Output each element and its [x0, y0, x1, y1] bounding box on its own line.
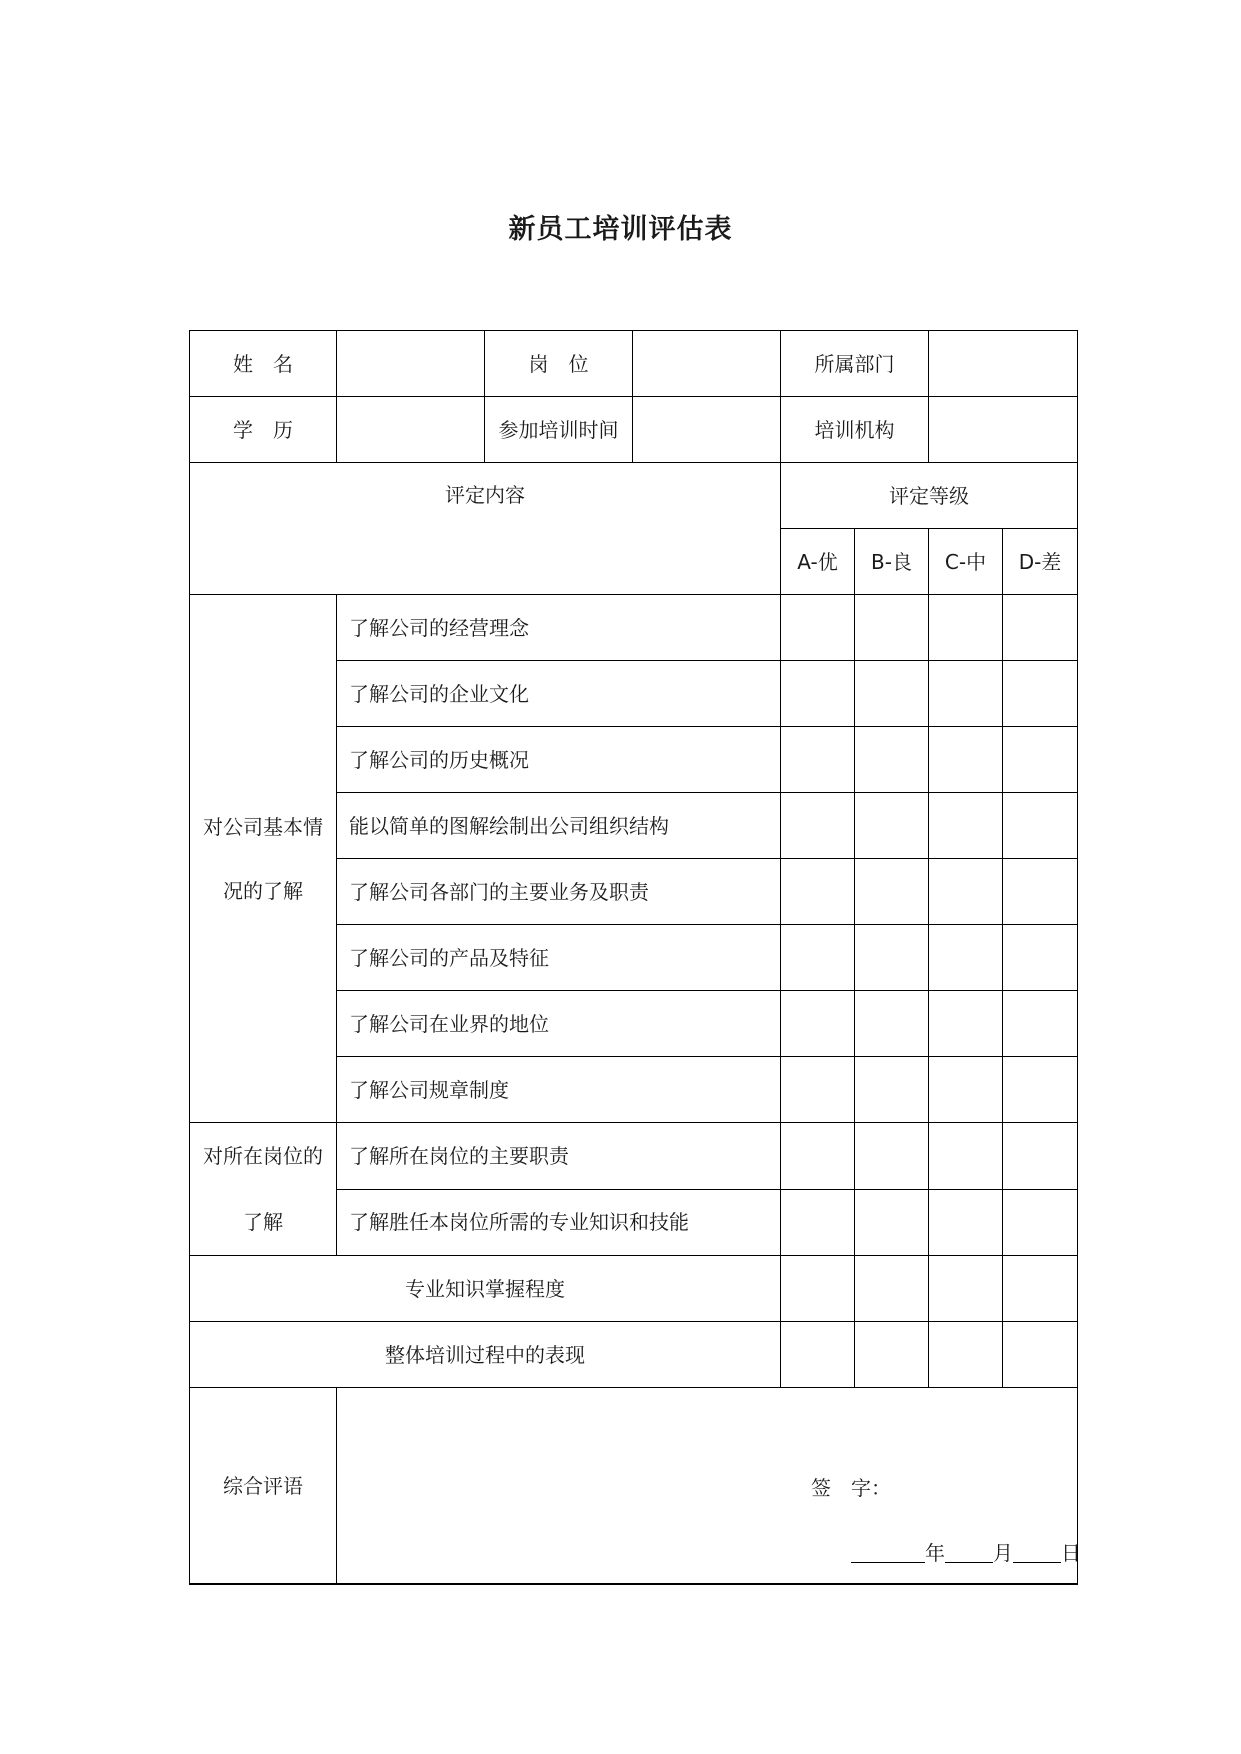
grade-c-cell[interactable]	[929, 925, 1003, 991]
page-title: 新员工培训评估表	[508, 214, 733, 245]
grade-c-cell[interactable]	[929, 661, 1003, 727]
department-field[interactable]	[929, 331, 1078, 397]
grade-d-cell[interactable]	[1003, 925, 1078, 991]
name-field[interactable]	[337, 331, 485, 397]
content-header	[190, 463, 781, 595]
grade-d-cell[interactable]	[1003, 661, 1078, 727]
position-label: 岗 位	[485, 331, 633, 397]
month-blank[interactable]	[945, 1544, 993, 1563]
month-label: 月	[993, 1541, 1013, 1565]
grade-a-cell[interactable]	[781, 1256, 855, 1322]
grade-c-cell[interactable]	[929, 793, 1003, 859]
day-blank[interactable]	[1013, 1544, 1061, 1563]
grade-c-cell[interactable]	[929, 1322, 1003, 1388]
eval-item: 了解公司的历史概况	[337, 727, 781, 793]
education-field[interactable]	[337, 397, 485, 463]
institution-field[interactable]	[929, 397, 1078, 463]
grade-b-cell[interactable]	[855, 1123, 929, 1190]
grade-a-cell[interactable]	[781, 661, 855, 727]
grade-b-cell[interactable]	[855, 661, 929, 727]
grade-c-cell[interactable]	[929, 1256, 1003, 1322]
grade-b-cell[interactable]	[855, 595, 929, 661]
eval-item-knowledge: 专业知识掌握程度	[190, 1256, 781, 1322]
grade-c-cell[interactable]	[929, 595, 1003, 661]
eval-item: 了解公司的产品及特征	[337, 925, 781, 991]
eval-item: 了解公司的经营理念	[337, 595, 781, 661]
eval-item: 能以简单的图解绘制出公司组织结构	[337, 793, 781, 859]
comment-row	[190, 1388, 1078, 1585]
grade-b-cell[interactable]	[855, 727, 929, 793]
day-label: 日	[1061, 1541, 1081, 1565]
education-label: 学 历	[190, 397, 337, 463]
grade-a-cell[interactable]	[781, 1322, 855, 1388]
grade-b-cell[interactable]	[855, 925, 929, 991]
training-time-field[interactable]	[633, 397, 781, 463]
grade-a-cell[interactable]	[781, 925, 855, 991]
grade-d-cell[interactable]	[1003, 1189, 1078, 1256]
info-row-2	[190, 397, 1078, 463]
grade-b-header: B-良	[855, 529, 929, 595]
grade-c-cell[interactable]	[929, 1123, 1003, 1190]
grade-c-cell[interactable]	[929, 991, 1003, 1057]
grade-d-cell[interactable]	[1003, 991, 1078, 1057]
grade-d-cell[interactable]	[1003, 793, 1078, 859]
grade-b-cell[interactable]	[855, 1189, 929, 1256]
table-row	[190, 1256, 1078, 1322]
grade-a-cell[interactable]	[781, 1123, 855, 1190]
comment-label: 综合评语	[190, 1388, 337, 1585]
group-company-text: 对公司基本情况的了解	[203, 814, 323, 903]
position-field[interactable]	[633, 331, 781, 397]
grade-c-cell[interactable]	[929, 727, 1003, 793]
grade-c-cell[interactable]	[929, 859, 1003, 925]
evaluation-header-row	[190, 463, 1078, 529]
grade-b-cell[interactable]	[855, 1256, 929, 1322]
signature-label: 签 字：	[811, 1476, 891, 1500]
group-position-text: 对所在岗位的了解	[203, 1144, 323, 1234]
grade-d-cell[interactable]	[1003, 1123, 1078, 1190]
grade-a-cell[interactable]	[781, 1057, 855, 1123]
content-header-label: 评定内容	[445, 483, 525, 507]
grade-d-cell[interactable]	[1003, 859, 1078, 925]
eval-item: 了解公司的企业文化	[337, 661, 781, 727]
grade-d-cell[interactable]	[1003, 595, 1078, 661]
grade-d-cell[interactable]	[1003, 1057, 1078, 1123]
grade-a-cell[interactable]	[781, 859, 855, 925]
grade-b-cell[interactable]	[855, 793, 929, 859]
year-label: 年	[925, 1541, 945, 1565]
grade-b-cell[interactable]	[855, 1057, 929, 1123]
grade-a-cell[interactable]	[781, 991, 855, 1057]
group-position-label	[190, 1123, 337, 1256]
table-row	[190, 595, 1078, 661]
eval-item: 了解公司各部门的主要业务及职责	[337, 859, 781, 925]
grade-d-header: D-差	[1003, 529, 1078, 595]
grade-b-cell[interactable]	[855, 859, 929, 925]
eval-item-performance: 整体培训过程中的表现	[190, 1322, 781, 1388]
institution-label: 培训机构	[781, 397, 929, 463]
grade-c-cell[interactable]	[929, 1057, 1003, 1123]
grade-d-cell[interactable]	[1003, 727, 1078, 793]
grade-a-cell[interactable]	[781, 727, 855, 793]
eval-item: 了解公司在业界的地位	[337, 991, 781, 1057]
eval-item: 了解公司规章制度	[337, 1057, 781, 1123]
info-row-1	[190, 331, 1078, 397]
grade-d-cell[interactable]	[1003, 1322, 1078, 1388]
grade-a-header: A-优	[781, 529, 855, 595]
grade-a-cell[interactable]	[781, 793, 855, 859]
grade-b-cell[interactable]	[855, 1322, 929, 1388]
eval-item: 了解所在岗位的主要职责	[337, 1123, 781, 1190]
table-row	[190, 1123, 1078, 1190]
grade-a-cell[interactable]	[781, 595, 855, 661]
comment-field[interactable]	[337, 1388, 1081, 1585]
grade-a-cell[interactable]	[781, 1189, 855, 1256]
eval-item: 了解胜任本岗位所需的专业知识和技能	[337, 1189, 781, 1256]
name-label: 姓 名	[190, 331, 337, 397]
training-time-label: 参加培训时间	[485, 397, 633, 463]
group-company-label	[190, 595, 337, 1123]
grade-header: 评定等级	[781, 463, 1078, 529]
grade-b-cell[interactable]	[855, 991, 929, 1057]
grade-d-cell[interactable]	[1003, 1256, 1078, 1322]
table-row	[190, 1322, 1078, 1388]
year-blank[interactable]	[851, 1544, 925, 1563]
grade-c-header: C-中	[929, 529, 1003, 595]
grade-c-cell[interactable]	[929, 1189, 1003, 1256]
evaluation-form-table	[189, 330, 1081, 1585]
date-line	[851, 1543, 1081, 1563]
department-label: 所属部门	[781, 331, 929, 397]
